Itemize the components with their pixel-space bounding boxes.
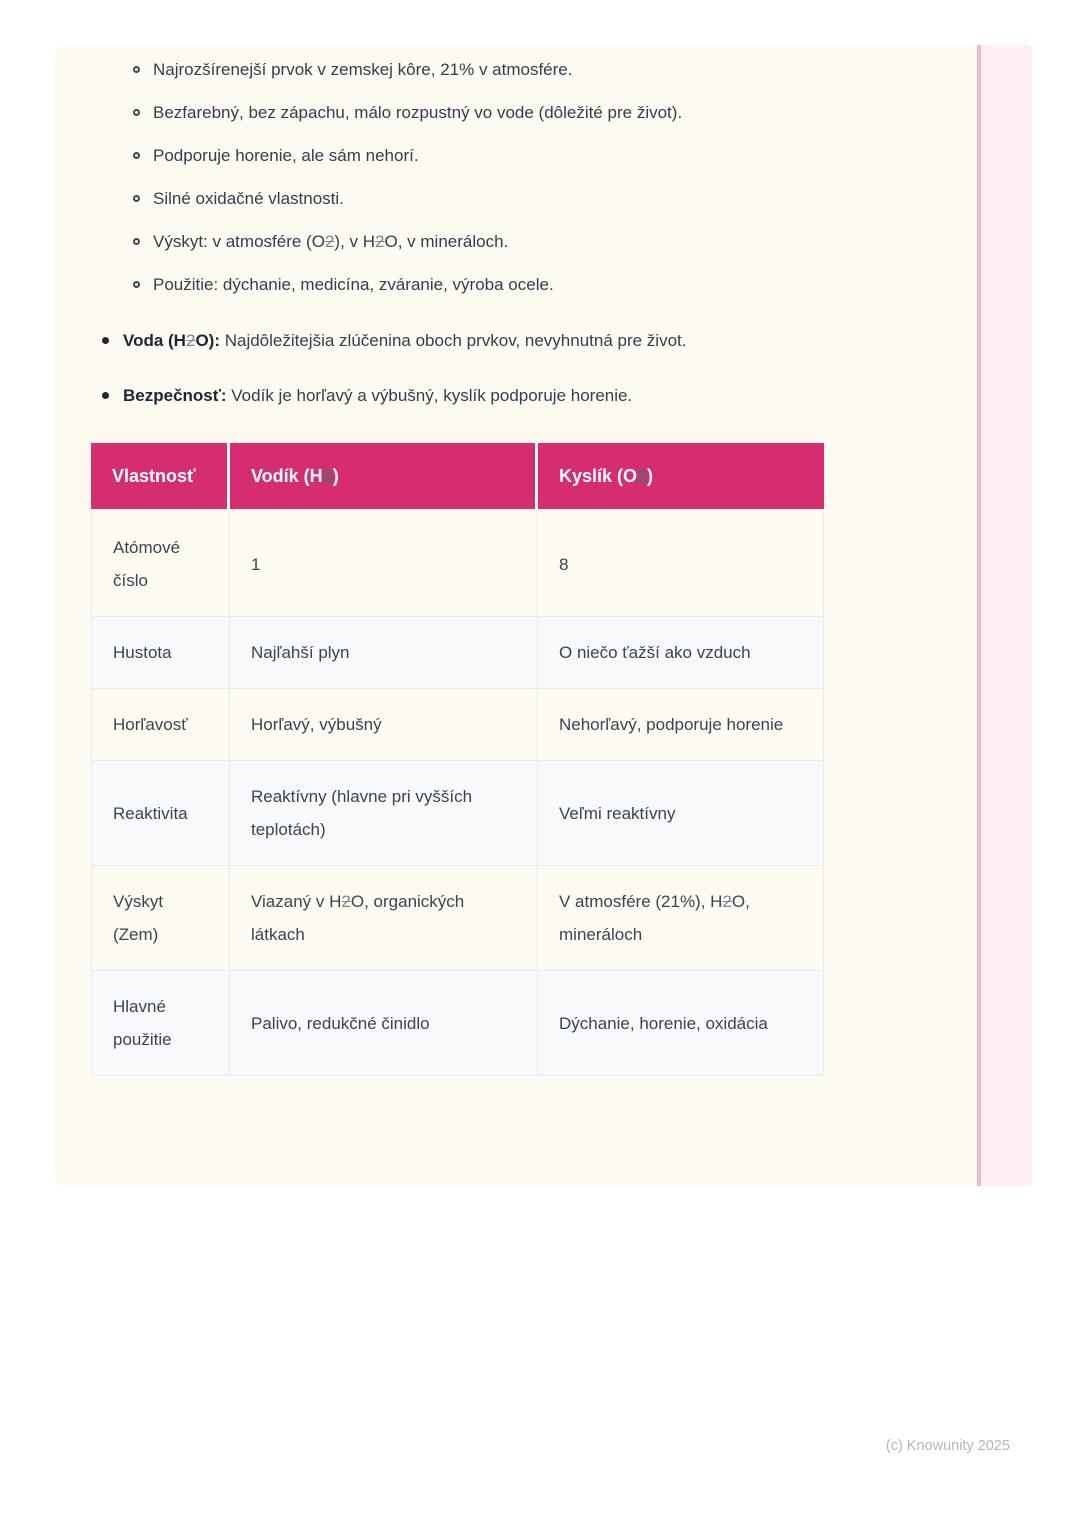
text-segment: Kyslík (O <box>559 465 638 486</box>
table-cell <box>91 689 230 761</box>
text-segment: Bezfarebný, bez zápachu, málo rozpustný vo vode (dôležité pre život). <box>153 102 683 122</box>
filled-bullet-icon <box>102 337 109 344</box>
text-segment: ) <box>647 465 654 486</box>
table-header-row <box>91 443 824 512</box>
text-segment: Horľavý, výbušný <box>251 715 382 734</box>
list-item <box>53 263 977 306</box>
list-item <box>53 177 977 220</box>
content-panel <box>53 45 977 1186</box>
text-segment: Výskyt: v atmosfére (O <box>153 231 325 251</box>
hollow-bullet-icon <box>133 195 140 202</box>
list-item-text <box>153 103 682 123</box>
table-cell <box>230 971 538 1076</box>
list-item <box>53 134 977 177</box>
table-cell <box>230 866 538 971</box>
table-cell <box>91 971 230 1076</box>
table-cell <box>91 617 230 689</box>
list-item <box>53 313 977 368</box>
text-segment: Najdôležitejšia zlúčenina oboch prvkov, nevyhnutná pre život. <box>219 330 687 350</box>
list-item-text <box>153 189 344 209</box>
table-header-cell <box>91 443 230 512</box>
table-body <box>91 512 824 1076</box>
hollow-bullet-icon <box>133 152 140 159</box>
text-segment: Reaktívny (hlavne pri vyšších teplotách) <box>251 787 473 839</box>
table-cell <box>538 512 824 617</box>
list-item <box>53 220 977 263</box>
text-segment: Palivo, redukčné činidlo <box>251 1013 430 1033</box>
subscript-2-strikethrough: 2 <box>375 231 385 251</box>
list-item <box>53 368 977 423</box>
table-row <box>91 866 824 971</box>
table-cell <box>538 866 824 971</box>
text-segment: Výskyt (Zem) <box>113 892 164 944</box>
text-segment: O): <box>195 330 220 350</box>
list-item-text <box>153 60 572 80</box>
table-cell <box>230 617 538 689</box>
sub-bullet-list <box>53 45 977 306</box>
page-margin-stripe <box>977 45 1032 1186</box>
table-cell <box>538 971 824 1076</box>
table-row <box>91 689 824 761</box>
text-segment: 1 <box>251 554 261 574</box>
table-cell <box>230 512 538 617</box>
text-segment: Vodík je horľavý a výbušný, kyslík podporuje horenie. <box>226 385 633 405</box>
subscript-2-strikethrough: 2 <box>637 465 648 486</box>
list-item <box>53 91 977 134</box>
hollow-bullet-icon <box>133 238 140 245</box>
main-bullet-list <box>53 313 977 423</box>
table-cell <box>230 689 538 761</box>
properties-comparison-table <box>91 443 824 1076</box>
table-row <box>91 761 824 866</box>
table-row <box>91 512 824 617</box>
text-segment: Najľahší plyn <box>251 643 350 662</box>
text-segment: Vodík (H <box>251 465 323 486</box>
text-segment: Nehorľavý, podporuje horenie <box>559 715 784 734</box>
text-segment: Hlavné použitie <box>113 997 172 1049</box>
text-segment: Použitie: dýchanie, medicína, zváranie, výroba ocele. <box>153 274 554 294</box>
table-cell <box>538 689 824 761</box>
text-segment: O, organických látkach <box>251 892 465 944</box>
table-cell <box>91 512 230 617</box>
table-cell <box>91 761 230 866</box>
table-row <box>91 617 824 689</box>
table-cell <box>91 866 230 971</box>
hollow-bullet-icon <box>133 281 140 288</box>
text-segment: Voda (H <box>123 330 186 350</box>
filled-bullet-icon <box>102 392 109 399</box>
subscript-2-strikethrough: 2 <box>185 330 196 350</box>
list-item-text <box>123 331 687 351</box>
subscript-2-strikethrough: 2 <box>324 231 335 251</box>
text-segment: V atmosfére (21%), H <box>559 892 723 911</box>
hollow-bullet-icon <box>133 66 140 73</box>
list-item-text <box>123 386 632 406</box>
text-segment: O niečo ťažší ako vzduch <box>559 643 751 662</box>
table-row <box>91 971 824 1076</box>
subscript-2-strikethrough: 2 <box>341 892 351 911</box>
list-item-text <box>153 275 554 295</box>
text-segment: Podporuje horenie, ale sám nehorí. <box>153 145 419 165</box>
text-segment: Dýchanie, horenie, oxidácia <box>559 1013 768 1033</box>
text-segment: ) <box>332 465 339 486</box>
list-item-text <box>153 146 419 166</box>
subscript-2-strikethrough: 2 <box>722 892 732 911</box>
text-segment: Vlastnosť <box>112 465 196 486</box>
table-cell <box>538 761 824 866</box>
text-segment: Viazaný v H <box>251 892 342 911</box>
text-segment: Bezpečnosť: <box>123 385 227 405</box>
text-segment: Reaktivita <box>113 803 188 823</box>
table-header-cell <box>230 443 538 512</box>
text-segment: Horľavosť <box>113 715 188 734</box>
table-header-cell <box>538 443 824 512</box>
list-item-text <box>153 232 508 252</box>
text-segment: Hustota <box>113 643 172 662</box>
list-item <box>53 48 977 91</box>
text-segment: 8 <box>559 554 569 574</box>
table-cell <box>538 617 824 689</box>
hollow-bullet-icon <box>133 109 140 116</box>
text-segment: Najrozšírenejší prvok v zemskej kôre, 21% v atmosfére. <box>153 59 573 79</box>
copyright-footer: (c) Knowunity 2025 <box>885 1438 1010 1454</box>
subscript-2-strikethrough: 2 <box>322 465 333 486</box>
text-segment: O, v mineráloch. <box>384 231 509 251</box>
text-segment: O, mineráloch <box>559 892 750 944</box>
text-segment: Silné oxidačné vlastnosti. <box>153 188 344 208</box>
text-segment: Veľmi reaktívny <box>559 803 676 823</box>
text-segment: Atómové číslo <box>113 538 181 590</box>
text-segment: ), v H <box>334 231 376 251</box>
table-cell <box>230 761 538 866</box>
